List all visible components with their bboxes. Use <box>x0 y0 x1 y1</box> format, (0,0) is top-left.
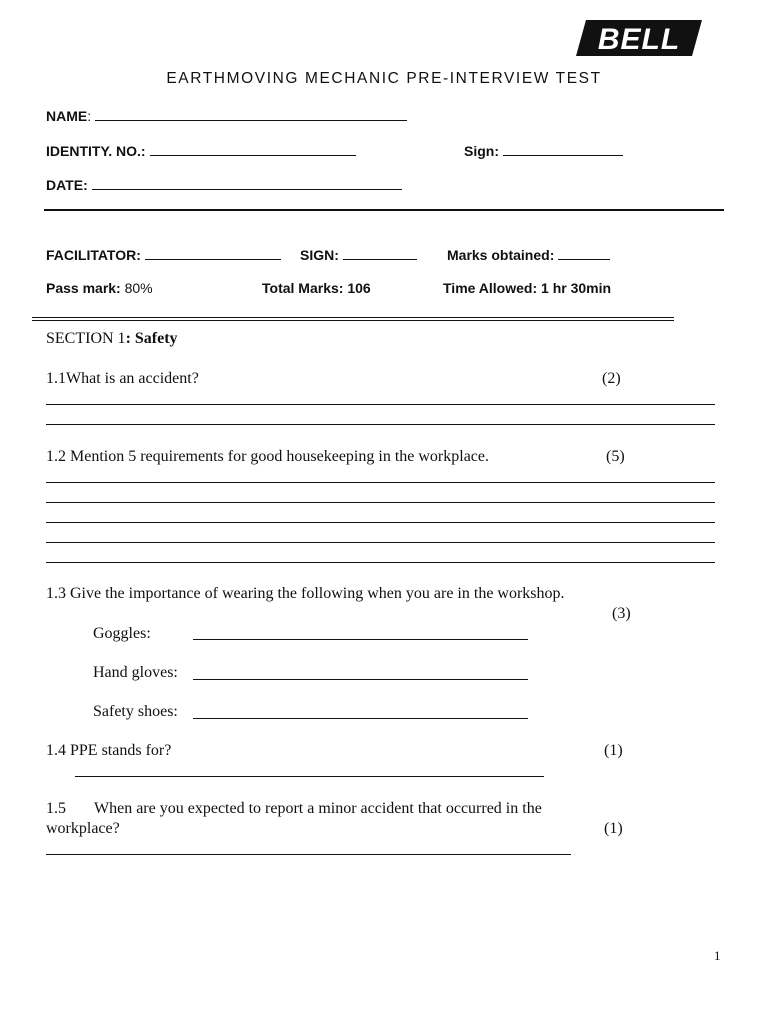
question-1-5-line-1: When are you expected to report a minor accident that occurred in the <box>94 800 542 817</box>
answer-line[interactable] <box>46 562 715 563</box>
facilitator-sign-field[interactable] <box>300 246 417 263</box>
ppe-goggles-label: Goggles: <box>93 625 151 642</box>
page-number: 1 <box>714 948 721 963</box>
header-divider <box>44 209 724 211</box>
identity-field[interactable] <box>46 142 356 159</box>
facilitator-sign-label: SIGN: <box>300 247 339 263</box>
name-field[interactable] <box>46 107 407 124</box>
facilitator-label: FACILITATOR: <box>46 247 141 263</box>
facilitator-blank-line[interactable] <box>145 246 281 260</box>
answer-line[interactable] <box>46 522 715 523</box>
time-allowed: Time Allowed: 1 hr 30min <box>443 280 612 296</box>
question-1-4-marks: (1) <box>604 742 623 759</box>
question-1-3-marks: (3) <box>612 605 631 622</box>
question-1-5-marks: (1) <box>604 820 623 837</box>
section-heading <box>46 330 178 348</box>
ppe-safety-shoes-answer-line[interactable] <box>193 718 528 719</box>
sign-blank-line[interactable] <box>503 142 623 156</box>
identity-label: IDENTITY. NO.: <box>46 143 146 159</box>
bell-logo <box>574 18 704 58</box>
question-1-2-marks: (5) <box>606 448 625 465</box>
pass-mark <box>46 280 153 296</box>
pass-mark-value: 80% <box>124 280 153 296</box>
question-1-4: 1.4 PPE stands for? <box>46 742 172 759</box>
facilitator-field[interactable] <box>46 246 281 263</box>
question-1-3: 1.3 Give the importance of wearing the following when you are in the workshop. <box>46 585 565 602</box>
section-divider-bottom <box>32 320 674 321</box>
facilitator-sign-blank-line[interactable] <box>343 246 417 260</box>
sign-field[interactable] <box>464 142 623 159</box>
section-prefix: SECTION 1 <box>46 330 126 347</box>
question-1-1-marks: (2) <box>602 370 621 387</box>
answer-line[interactable] <box>46 542 715 543</box>
question-1-1: 1.1What is an accident? <box>46 370 199 387</box>
ppe-hand-gloves-label: Hand gloves: <box>93 664 178 681</box>
date-blank-line[interactable] <box>92 176 402 190</box>
pass-mark-label: Pass mark: <box>46 280 121 296</box>
answer-line[interactable] <box>46 502 715 503</box>
marks-obtained-blank-line[interactable] <box>558 246 610 260</box>
answer-line[interactable] <box>75 776 544 777</box>
ppe-hand-gloves-answer-line[interactable] <box>193 679 528 680</box>
section-divider-top <box>32 317 674 318</box>
date-label: DATE: <box>46 177 88 193</box>
marks-obtained-field[interactable] <box>447 246 610 263</box>
name-label: NAME <box>46 108 88 124</box>
answer-line[interactable] <box>46 854 571 855</box>
total-marks: Total Marks: 106 <box>262 280 371 296</box>
ppe-safety-shoes-label: Safety shoes: <box>93 703 178 720</box>
page-title: EARTHMOVING MECHANIC PRE-INTERVIEW TEST <box>166 70 602 87</box>
answer-line[interactable] <box>46 424 715 425</box>
question-1-5-number: 1.5 <box>46 800 66 817</box>
sign-label: Sign: <box>464 143 499 159</box>
name-blank-line[interactable] <box>95 107 407 121</box>
answer-line[interactable] <box>46 482 715 483</box>
date-field[interactable] <box>46 176 402 193</box>
marks-obtained-label: Marks obtained: <box>447 247 555 263</box>
name-colon: : <box>87 108 92 124</box>
answer-line[interactable] <box>46 404 715 405</box>
bell-logo-text: BELL <box>597 23 681 56</box>
section-name: : Safety <box>125 330 178 347</box>
question-1-2: 1.2 Mention 5 requirements for good housekeeping in the workplace. <box>46 448 489 465</box>
question-1-5-line-2: workplace? <box>46 820 120 837</box>
identity-blank-line[interactable] <box>150 142 356 156</box>
ppe-goggles-answer-line[interactable] <box>193 639 528 640</box>
